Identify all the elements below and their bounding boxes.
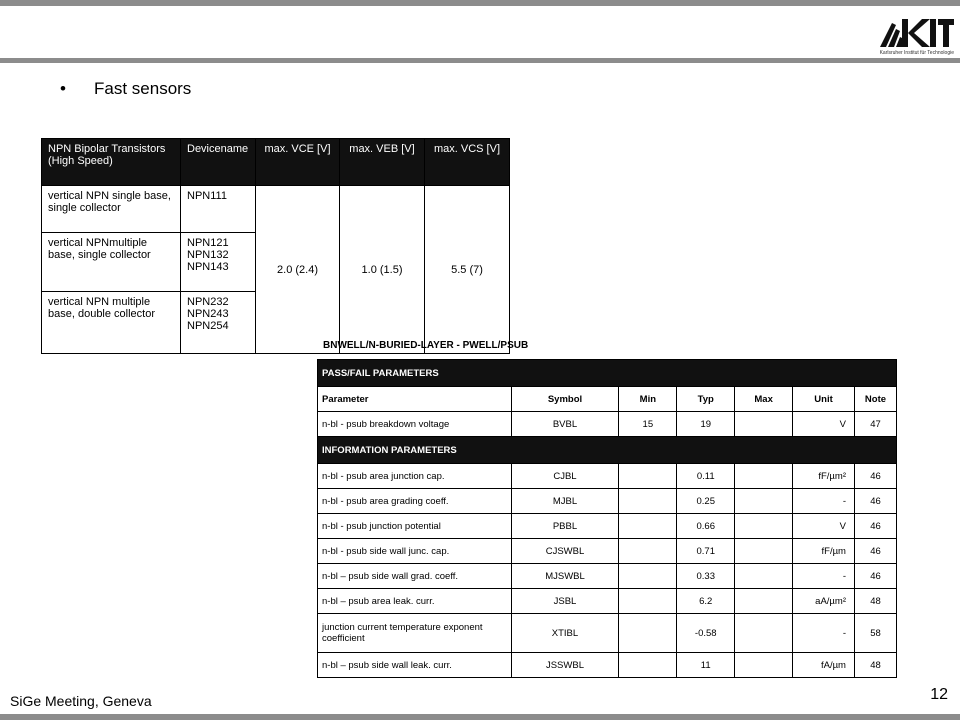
note-cell: 47 [854, 412, 896, 437]
header-cell: Max [735, 387, 793, 412]
table-header-row [318, 387, 897, 412]
bullet-marker: • [60, 79, 66, 98]
top-band [0, 0, 960, 6]
note-cell: 46 [854, 514, 896, 539]
header-cell: max. VEB [V] [340, 139, 425, 186]
max-veb-value: 1.0 (1.5) [340, 186, 425, 354]
transistor-type: vertical NPN single base, single collector [42, 186, 181, 233]
note-cell: 46 [854, 489, 896, 514]
header-cell: Unit [793, 387, 855, 412]
table-row [318, 589, 897, 614]
header-divider-band [0, 58, 960, 63]
symbol-cell: JSBL [511, 589, 619, 614]
table-row [318, 539, 897, 564]
max-cell [735, 539, 793, 564]
layer-table-title: BNWELL/N-BURIED-LAYER - PWELL/PSUB [323, 340, 529, 351]
table-row [318, 614, 897, 653]
unit-cell: V [793, 514, 855, 539]
device-name: NPN254 [187, 320, 229, 332]
device-names [181, 292, 256, 354]
table-row [318, 489, 897, 514]
max-cell [735, 564, 793, 589]
device-names [181, 233, 256, 292]
device-name: NPN111 [187, 190, 227, 202]
header-cell: max. VCE [V] [256, 139, 340, 186]
note-cell: 46 [854, 539, 896, 564]
device-name: NPN232 [187, 296, 229, 308]
table-row [318, 464, 897, 489]
unit-cell: fA/µm [793, 653, 855, 678]
footer-text: SiGe Meeting, Geneva [10, 693, 152, 709]
page-number: 12 [930, 686, 948, 703]
symbol-cell: PBBL [511, 514, 619, 539]
typ-cell: 6.2 [677, 589, 735, 614]
min-cell [619, 539, 677, 564]
typ-cell: -0.58 [677, 614, 735, 653]
parameter-cell: n-bl - psub junction potential [318, 514, 512, 539]
unit-cell: - [793, 564, 855, 589]
parameter-cell: n-bl – psub side wall grad. coeff. [318, 564, 512, 589]
parameter-cell: n-bl - psub area junction cap. [318, 464, 512, 489]
table-header-row [42, 139, 510, 186]
npn-transistor-table [41, 138, 510, 354]
note-cell: 58 [854, 614, 896, 653]
parameter-cell: junction current temperature exponent coefficient [318, 614, 512, 653]
symbol-cell: CJBL [511, 464, 619, 489]
min-cell: 15 [619, 412, 677, 437]
symbol-cell: JSSWBL [511, 653, 619, 678]
unit-cell: - [793, 614, 855, 653]
typ-cell: 0.71 [677, 539, 735, 564]
typ-cell: 11 [677, 653, 735, 678]
note-cell: 48 [854, 589, 896, 614]
unit-cell: fF/µm² [793, 464, 855, 489]
device-name: NPN121 [187, 237, 229, 249]
min-cell [619, 464, 677, 489]
kit-logo [878, 17, 954, 57]
header-cell: max. VCS [V] [425, 139, 510, 186]
max-cell [735, 412, 793, 437]
max-cell [735, 514, 793, 539]
layer-parameter-table [317, 359, 897, 678]
header-cell: Min [619, 387, 677, 412]
symbol-cell: BVBL [511, 412, 619, 437]
note-cell: 46 [854, 464, 896, 489]
parameter-cell: n-bl - psub area grading coeff. [318, 489, 512, 514]
note-cell: 48 [854, 653, 896, 678]
max-cell [735, 653, 793, 678]
parameter-cell: n-bl - psub side wall junc. cap. [318, 539, 512, 564]
footer-band [0, 714, 960, 720]
unit-cell: - [793, 489, 855, 514]
symbol-cell: MJBL [511, 489, 619, 514]
header-cell: Typ [677, 387, 735, 412]
section-label: PASS/FAIL PARAMETERS [318, 360, 897, 387]
header-cell: Parameter [318, 387, 512, 412]
table-row [42, 186, 510, 233]
device-name: NPN132 [187, 249, 229, 261]
max-cell [735, 614, 793, 653]
min-cell [619, 514, 677, 539]
max-cell [735, 464, 793, 489]
table-row [318, 653, 897, 678]
bullet-text: Fast sensors [94, 79, 192, 98]
section-header-pass-fail [318, 360, 897, 387]
table-row [318, 564, 897, 589]
table-row [318, 412, 897, 437]
header-cell: Symbol [511, 387, 619, 412]
symbol-cell: CJSWBL [511, 539, 619, 564]
typ-cell: 0.33 [677, 564, 735, 589]
max-cell [735, 489, 793, 514]
parameter-cell: n-bl - psub breakdown voltage [318, 412, 512, 437]
min-cell [619, 564, 677, 589]
section-header-information [318, 437, 897, 464]
typ-cell: 0.66 [677, 514, 735, 539]
device-name: NPN243 [187, 308, 229, 320]
unit-cell: fF/µm [793, 539, 855, 564]
device-name: NPN143 [187, 261, 229, 273]
note-cell: 46 [854, 564, 896, 589]
min-cell [619, 653, 677, 678]
transistor-type: vertical NPNmultiple base, single collector [42, 233, 181, 292]
min-cell [619, 489, 677, 514]
max-vce-value: 2.0 (2.4) [256, 186, 340, 354]
typ-cell: 0.11 [677, 464, 735, 489]
header-cell: Note [854, 387, 896, 412]
header-cell: NPN Bipolar Transistors (High Speed) [42, 139, 181, 186]
max-cell [735, 589, 793, 614]
transistor-type: vertical NPN multiple base, double collector [42, 292, 181, 354]
parameter-cell: n-bl – psub side wall leak. curr. [318, 653, 512, 678]
device-names [181, 186, 256, 233]
min-cell [619, 614, 677, 653]
min-cell [619, 589, 677, 614]
unit-cell: aA/µm² [793, 589, 855, 614]
typ-cell: 19 [677, 412, 735, 437]
parameter-cell: n-bl – psub area leak. curr. [318, 589, 512, 614]
kit-logo-subtitle: Karlsruher Institut für Technologie [879, 50, 954, 56]
kit-logo-icon [878, 17, 954, 49]
table-row [318, 514, 897, 539]
header-cell: Devicename [181, 139, 256, 186]
typ-cell: 0.25 [677, 489, 735, 514]
max-vcs-value: 5.5 (7) [425, 186, 510, 354]
symbol-cell: XTIBL [511, 614, 619, 653]
unit-cell: V [793, 412, 855, 437]
section-label: INFORMATION PARAMETERS [318, 437, 897, 464]
symbol-cell: MJSWBL [511, 564, 619, 589]
